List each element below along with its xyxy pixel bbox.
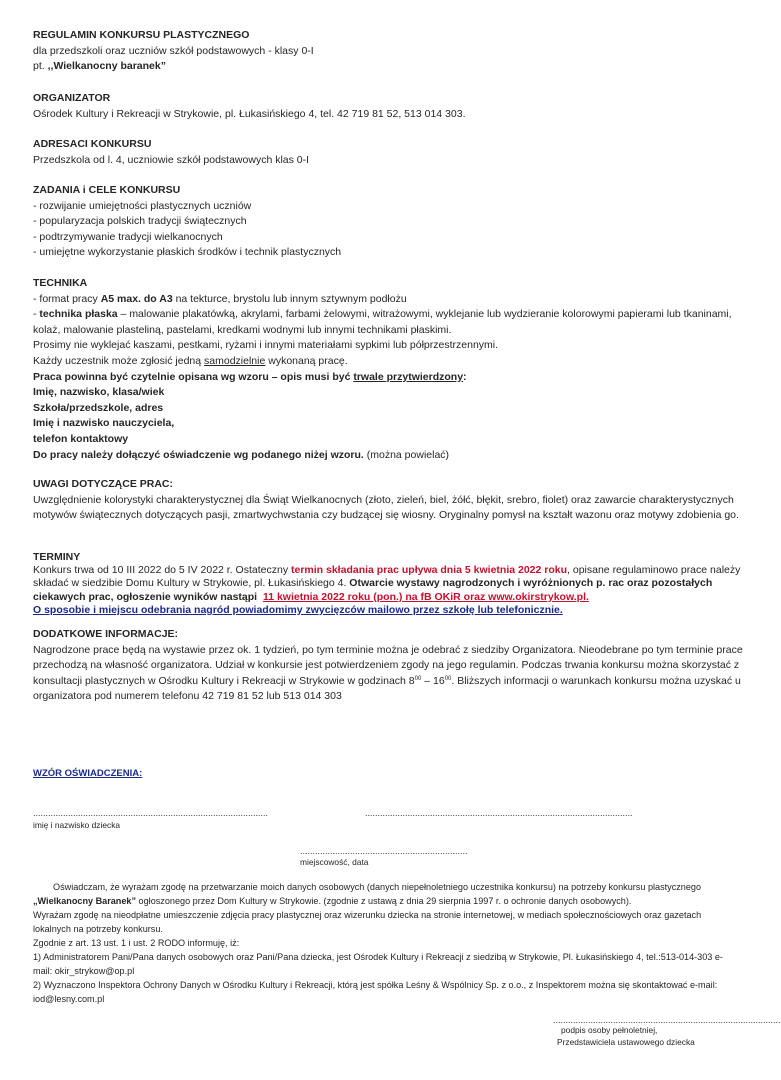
technique-one-work (33, 354, 745, 370)
declaration-rodo: Zgodnie z art. 13 ust. 1 i ust. 2 RODO informuję, iż: (33, 938, 240, 948)
goals-section (33, 183, 745, 261)
organizer-text: Ośrodek Kultury i Rekreacji w Strykowie, pl. Łukasińskiego 4, tel. 42 719 81 52, 513 014 303. (33, 107, 466, 120)
additional-heading: DODATKOWE INFORMACJE: (33, 628, 179, 640)
technique-no-paste: Prosimy nie wyklejać kaszami, pestkami, ryżami i innymi materiałami sypkimi lub półprzestrzennymi. (33, 339, 499, 352)
goals-item: - umiejętne wykorzystanie płaskich środków i technik plastycznych (33, 246, 342, 259)
declaration-image-consent: Wyrażam zgodę na nieodpłatne umieszczenie zdjęcia pracy plastycznej oraz wizerunku dziecka na stronie internetowej, w mediach społecznościowych oraz gazetach lokalnych na potrzeby konkursu. (33, 910, 702, 934)
one-work-underlined: samodzielnie (204, 354, 266, 367)
label-underlined: trwale przytwierdzony (353, 370, 464, 383)
contest-name-line (33, 59, 745, 75)
document-subtitle: dla przedszkoli oraz uczniów szkół podstawowych - klasy 0-I (33, 44, 314, 57)
attach-rest: (można powielać) (366, 448, 450, 461)
format-prefix: - format pracy (33, 292, 98, 305)
terms-t1: Konkurs trwa od 10 III 2022 do 5 IV 2022 r. Ostateczny (33, 564, 289, 577)
contest-name: ,,Wielkanocny baranek” (47, 60, 166, 73)
flat-bold: technika płaska (39, 308, 118, 321)
declaration-iod: 2) Wyznaczono Inspektora Ochrony Danych w Ośrodku Kultury i Rekreacji, którą jest spółka Leśny & Wspólnicy Sp. z o.o., z Inspektorem można się skontaktować e-mail: iod@lesny.com.pl (33, 980, 718, 1004)
one-work-b: wykonaną pracę. (268, 354, 348, 367)
label-field: Imię i nazwisko nauczyciela, (33, 417, 175, 430)
child-name-label: imię i nazwisko dziecka (33, 820, 121, 830)
consent-a: Oświadczam, że wyrażam zgodę na przetwarzanie moich danych osobowych (danych niepełnoletniego uczestnika konkursu) na potrzeby konkursu plastycznego (53, 882, 702, 892)
additional-section (33, 627, 745, 705)
label-b: : (463, 370, 467, 383)
place-dots: ................................................................... (300, 846, 468, 856)
label-field: telefon kontaktowy (33, 432, 129, 445)
declaration-heading: WZÓR OŚWIADCZENIA: (33, 768, 143, 779)
declaration-body (33, 880, 738, 1006)
declaration-consent (33, 880, 738, 908)
hour-end-sup: 00 (444, 675, 452, 682)
signature-dots: ........................................................................................... (553, 1015, 781, 1025)
hour-start-sup: 00 (414, 675, 422, 682)
format-size: A5 max. do A3 (100, 292, 173, 305)
organizer-section (33, 91, 745, 122)
attach-bold: Do pracy należy dołączyć oświadczenie wg podanego niżej wzoru. (33, 448, 364, 461)
label-field: Imię, nazwisko, klasa/wiek (33, 386, 165, 399)
contest-name-prefix: pt. (33, 60, 45, 73)
declaration-heading-wrap (33, 766, 745, 782)
label-a: Praca powinna być czytelnie opisana wg wzoru – opis musi być (33, 370, 351, 383)
terms-heading: TERMINY (33, 551, 81, 563)
label-field: Szkoła/przedszkole, adres (33, 401, 164, 414)
terms-section (33, 551, 745, 617)
technique-flat (33, 307, 745, 338)
consent-b: ogłoszonego przez Dom Kultury w Strykowie. (zgodnie z ustawą z dnia 29 sierpnia 1997 r. o ochronie danych osobowych). (136, 896, 632, 906)
right-dots: ........................................................................................................... (365, 808, 633, 818)
title-section (33, 28, 745, 75)
declaration-admin: 1) Administratorem Pani/Pana danych osobowych oraz Pani/Pana dziecka, jest Ośrodek Kultury i Rekreacji z siedzibą w Strykowie, Pl. Łukasińskiego 4, tel.:513-014-303 e-mail: okir_strykow@op.pl (33, 952, 723, 976)
hour-dash: – 16 (421, 674, 445, 687)
place-label: miejscowość, data (300, 857, 369, 867)
terms-exhibition: Otwarcie wystawy nagrodzonych i wyróżnionych p. rac oraz pozostałych ciekawych prac, ogłoszenie wyników nastąpi (33, 577, 713, 603)
remarks-section (33, 477, 745, 524)
addressees-heading: ADRESACI KONKURSU (33, 138, 152, 150)
remarks-text: Uwzględnienie kolorystyki charakterystycznej dla Świąt Wielkanocnych (złoto, zieleń, biel, żółć, błękit, srebro, fiolet) oraz zawarcie charakterystycznych motywów świątecznych dotyczących pasji, zmartwychwstania czy budzącej się wiosny. Oryginalny pomysł na kształt wazonu oraz motywy zdobienia go. (33, 493, 739, 522)
one-work-a: Każdy uczestnik może zgłosić jedną (33, 354, 202, 367)
goals-item: - podtrzymywanie tradycji wielkanocnych (33, 230, 223, 243)
technique-attach (33, 448, 745, 464)
document-title: REGULAMIN KONKURSU PLASTYCZNEGO (33, 29, 250, 41)
remarks-heading: UWAGI DOTYCZĄCE PRAC: (33, 478, 173, 490)
addressees-text: Przedszkola od l. 4, uczniowie szkół podstawowych klas 0-I (33, 153, 310, 166)
terms-t3: , opisane regulaminowo prace należy składać w siedzibie Domu Kultury w Strykowie, pl. Łukasińskiego 4. (33, 564, 741, 590)
signature-label-2: Przedstawiciela ustawowego dziecka (557, 1037, 695, 1047)
additional-p1: Nagrodzone prace będą na wystawie przez ok. 1 tydzień, po tym terminie można je odebrać z siedziby Organizatora. Nieodebrane po tym terminie prace przechodzą na własność organizatora. Udział w konkursie jest potwierdzeniem zgody na jego regulamin. Podczas trwania konkursu można skorzystać z konsultacji plastycznych w Ośrodku Kultury i Rekreacji w Strykowie w godzinach 8 (33, 643, 743, 687)
format-rest: na tekturce, brystolu lub innym sztywnym podłożu (175, 292, 407, 305)
addressees-section (33, 137, 745, 168)
additional-p2: . Bliższych informacji o warunkach konkursu można uzyskać u organizatora pod numerem telefonu 42 719 81 52 lub 513 014 303 (33, 674, 741, 703)
terms-deadline: termin składania prac upływa dnia 5 kwietnia 2022 roku (291, 564, 568, 577)
technique-section (33, 276, 745, 463)
goals-item: - rozwijanie umiejętności plastycznych uczniów (33, 199, 252, 212)
technique-format (33, 292, 745, 308)
technique-heading: TECHNIKA (33, 277, 88, 289)
additional-text (33, 643, 745, 705)
goals-heading: ZADANIA i CELE KONKURSU (33, 184, 181, 196)
flat-rest: – malowanie plakatówką, akrylami, farbami żelowymi, witrażowymi, wyklejanie lub wydzieranie kolorowymi papierami lub tkaninami, kolaż, malowanie plasteliną, pastelami, kredkami wodnymi lub innymi technikami płaskimi. (33, 308, 732, 336)
child-name-dots: .............................................................................................. (33, 808, 269, 818)
signature-label-1: podpis osoby pełnoletniej, (561, 1025, 658, 1035)
terms-notification: O sposobie i miejscu odebrania nagród powiadomimy zwycięzców mailowo przez szkołę lub telefonicznie. (33, 603, 563, 616)
technique-label-rule (33, 370, 745, 386)
terms-results-date: 11 kwietnia 2022 roku (pon.) na fB OKiR oraz www.okirstrykow.pl. (262, 590, 589, 603)
goals-item: - popularyzacja polskich tradycji świątecznych (33, 215, 247, 228)
organizer-heading: ORGANIZATOR (33, 92, 111, 104)
terms-text (33, 564, 745, 604)
consent-contest-name: „Wielkanocny Baranek” (33, 896, 137, 906)
flat-prefix: - (33, 308, 40, 321)
